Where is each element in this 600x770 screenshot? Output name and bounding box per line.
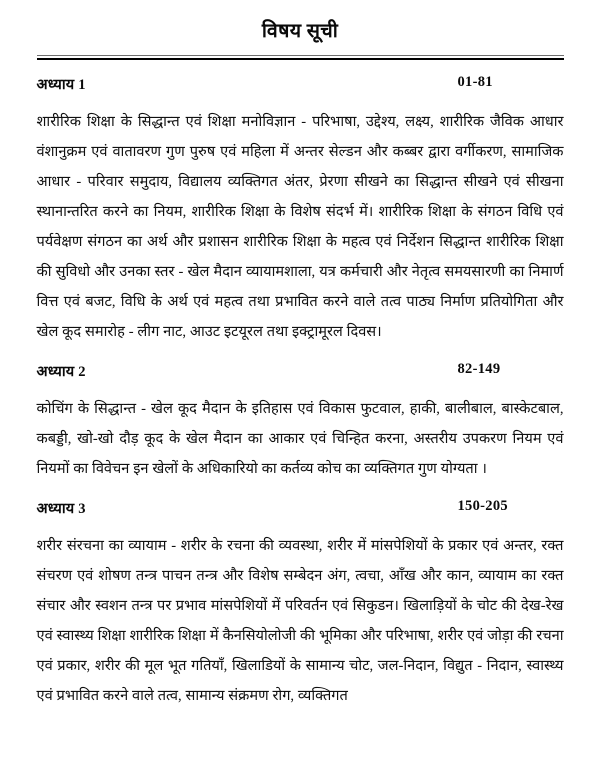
chapter-entry: [37, 74, 564, 347]
chapter-header-row: [37, 498, 564, 518]
chapter-description: शारीरिक शिक्षा के सिद्धान्त एवं शिक्षा मनोविज्ञान - परिभाषा, उद्देश्य, लक्ष्य, शारीरिक जैविक आधार वंशानुक्रम एवं वातावरण गुण पुरुष एवं महिला में अन्तर सेल्डन और कब्बर द्वारा वर्गीकरण, सामाजिक आधार - परिवार समुदाय, विद्यालय व्यक्तिगत अंतर, प्रेरणा सीखने का सिद्धान्त सीखने एवं सीखना स्थानान्तरित करने का नियम, शारीरिक शिक्षा के विशेष संदर्भ में। शारीरिक शिक्षा के संगठन विधि एवं पर्यवेक्षण संगठन का अर्थ और प्रशासन शारीरिक शिक्षा के महत्व एवं निर्देशन सिद्धान्त शारीरिक शिक्षा की सुविधो और उनका स्तर - खेल मैदान व्यायामशाला, यत्र कर्मचारी और नेतृत्व समयसारणी का निमार्ण वित्त एवं बजट, विधि के अर्थ एवं महत्व तथा प्रभावित करने वाले तत्व पाठ्य निर्माण प्रतियोगिता और खेल कूद समारोह - लीग नाट, आउट इटयूरल तथा इक्ट्रामूरल दिवस।: [36, 114, 564, 341]
chapter-header-row: [37, 361, 564, 381]
chapter-label: अध्याय 1: [36, 77, 86, 94]
table-of-contents: [37, 60, 564, 711]
chapter-entry: [37, 498, 564, 711]
divider-line-thick: [37, 58, 564, 60]
chapter-entry: [37, 361, 564, 484]
chapter-description: कोचिंग के सिद्धान्त - खेल कूद मैदान के इतिहास एवं विकास फुटवाल, हाकी, बालीबाल, बास्केटबाल, कबड्डी, खो-खो दौड़ कूद के खेल मैदान का आकार एवं चिन्हित करना, अस्तरीय उपकरण नियम एवं नियमों का विवेचन इन खेलों के अधिकारियो का कर्तव्य कोच का व्यक्तिगत गुण योग्यता ।: [36, 401, 564, 478]
chapter-page-range: 150-205: [457, 498, 508, 515]
divider-line-thin: [37, 55, 564, 56]
chapter-label: अध्याय 2: [36, 364, 86, 381]
chapter-header-row: [37, 74, 564, 94]
chapter-description: शरीर संरचना का व्यायाम - शरीर के रचना की व्यवस्था, शरीर में मांसपेशियों के प्रकार एवं अन्तर, रक्त संचरण एवं शोषण तन्त्र पाचन तन्त्र और विशेष सम्बेदन अंग, त्वचा, आँख और कान, व्यायाम का रक्त संचार और स्वशन तन्त्र पर प्रभाव मांसपेशियों में परिवर्तन एवं सिकुडन। खिलाड़ियों के चोट की देख-रेख एवं स्वास्थ्य शिक्षा शारीरिक शिक्षा में कैनसियोलोजी की भूमिका और परिभाषा, शरीर एवं जोड़ा की रचना एवं प्रकार, शरीर की मूल भूत गतियाँ, खिलाडियों के सामान्य चोट, जल-निदान, विद्युत - निदान, स्वास्थ्य एवं प्रभावित करने वाले तत्व, सामान्य संक्रमण रोग, व्यक्तिगत: [36, 538, 564, 705]
title-divider: [37, 55, 564, 60]
chapter-page-range: 82-149: [457, 361, 501, 378]
page-title: विषय सूची: [261, 21, 339, 42]
chapter-label: अध्याय 3: [36, 501, 86, 518]
chapter-page-range: 01-81: [457, 74, 493, 91]
